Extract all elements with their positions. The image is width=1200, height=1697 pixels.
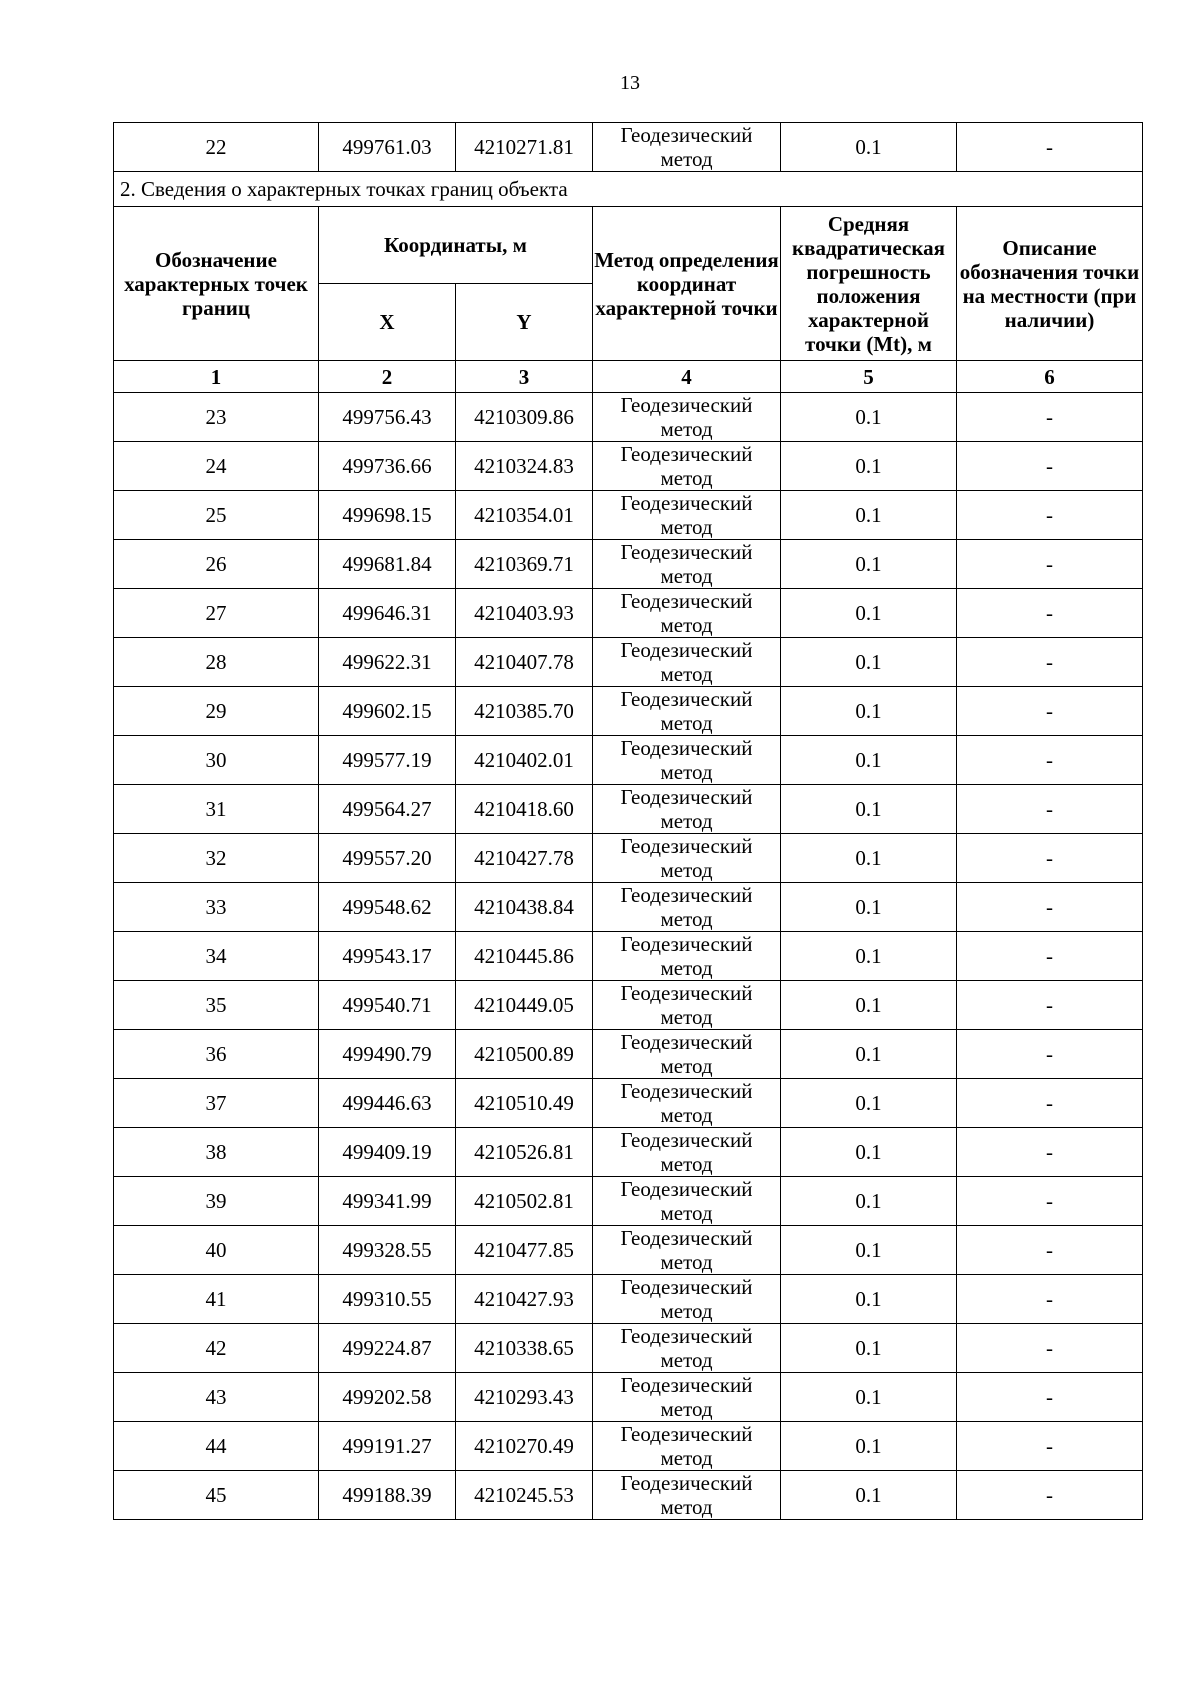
table-row bbox=[114, 1373, 1143, 1422]
column-number: 1 bbox=[114, 361, 319, 393]
y-cell: 4210369.71 bbox=[456, 540, 593, 589]
y-cell: 4210403.93 bbox=[456, 589, 593, 638]
method-line1: Геодезический bbox=[620, 1030, 753, 1054]
description-cell: - bbox=[957, 1079, 1143, 1128]
error-cell: 0.1 bbox=[781, 981, 957, 1030]
method-cell bbox=[593, 1422, 781, 1471]
y-cell: 4210270.49 bbox=[456, 1422, 593, 1471]
point-cell: 39 bbox=[114, 1177, 319, 1226]
page-number: 13 bbox=[620, 72, 640, 94]
method-line2: метод bbox=[660, 147, 713, 171]
table-row bbox=[114, 1128, 1143, 1177]
x-cell: 499341.99 bbox=[319, 1177, 456, 1226]
method-line2: метод bbox=[660, 1103, 713, 1127]
error-cell: 0.1 bbox=[781, 1373, 957, 1422]
table-row bbox=[114, 1471, 1143, 1520]
point-cell: 23 bbox=[114, 393, 319, 442]
x-cell: 499409.19 bbox=[319, 1128, 456, 1177]
description-cell: - bbox=[957, 1177, 1143, 1226]
method-line2: метод bbox=[660, 809, 713, 833]
error-cell: 0.1 bbox=[781, 736, 957, 785]
method-line1: Геодезический bbox=[620, 981, 753, 1005]
point-cell: 30 bbox=[114, 736, 319, 785]
y-cell: 4210502.81 bbox=[456, 1177, 593, 1226]
method-line2: метод bbox=[660, 564, 713, 588]
y-cell: 4210510.49 bbox=[456, 1079, 593, 1128]
method-line1: Геодезический bbox=[620, 638, 753, 662]
header-coords: Координаты, м bbox=[319, 207, 593, 284]
method-line2: метод bbox=[660, 1201, 713, 1225]
description-cell: - bbox=[957, 442, 1143, 491]
y-cell: 4210526.81 bbox=[456, 1128, 593, 1177]
error-cell: 0.1 bbox=[781, 1226, 957, 1275]
header-method: Метод определения координат характерной точки bbox=[593, 207, 781, 361]
description-cell: - bbox=[957, 1128, 1143, 1177]
method-cell bbox=[593, 123, 781, 172]
method-line2: метод bbox=[660, 760, 713, 784]
description-cell: - bbox=[957, 638, 1143, 687]
x-cell: 499681.84 bbox=[319, 540, 456, 589]
method-line1: Геодезический bbox=[620, 491, 753, 515]
table-row bbox=[114, 393, 1143, 442]
table-row bbox=[114, 736, 1143, 785]
y-cell: 4210407.78 bbox=[456, 638, 593, 687]
method-line1: Геодезический bbox=[620, 1422, 753, 1446]
method-line1: Геодезический bbox=[620, 1177, 753, 1201]
description-cell: - bbox=[957, 1324, 1143, 1373]
method-line1: Геодезический bbox=[620, 589, 753, 613]
point-cell: 36 bbox=[114, 1030, 319, 1079]
method-line2: метод bbox=[660, 466, 713, 490]
x-cell: 499736.66 bbox=[319, 442, 456, 491]
description-cell: - bbox=[957, 540, 1143, 589]
description-cell: - bbox=[957, 883, 1143, 932]
method-line1: Геодезический bbox=[620, 736, 753, 760]
point-cell: 28 bbox=[114, 638, 319, 687]
y-cell: 4210309.86 bbox=[456, 393, 593, 442]
x-cell: 499548.62 bbox=[319, 883, 456, 932]
description-cell: - bbox=[957, 1275, 1143, 1324]
error-cell: 0.1 bbox=[781, 834, 957, 883]
error-cell: 0.1 bbox=[781, 1177, 957, 1226]
section-row bbox=[114, 172, 1143, 207]
x-cell: 499191.27 bbox=[319, 1422, 456, 1471]
description-cell: - bbox=[957, 491, 1143, 540]
x-cell: 499202.58 bbox=[319, 1373, 456, 1422]
point-cell: 42 bbox=[114, 1324, 319, 1373]
method-line1: Геодезический bbox=[620, 1373, 753, 1397]
error-cell: 0.1 bbox=[781, 932, 957, 981]
method-cell bbox=[593, 540, 781, 589]
header-description: Описание обозначения точки на местности (при наличии) bbox=[957, 207, 1143, 361]
column-number: 5 bbox=[781, 361, 957, 393]
error-cell: 0.1 bbox=[781, 123, 957, 172]
table-row bbox=[114, 981, 1143, 1030]
method-cell bbox=[593, 1079, 781, 1128]
error-cell: 0.1 bbox=[781, 883, 957, 932]
table-row bbox=[114, 1275, 1143, 1324]
method-line2: метод bbox=[660, 858, 713, 882]
point-cell: 44 bbox=[114, 1422, 319, 1471]
description-cell: - bbox=[957, 589, 1143, 638]
error-cell: 0.1 bbox=[781, 1079, 957, 1128]
y-cell: 4210354.01 bbox=[456, 491, 593, 540]
description-cell: - bbox=[957, 393, 1143, 442]
method-line2: метод bbox=[660, 1348, 713, 1372]
table-row bbox=[114, 883, 1143, 932]
table-row bbox=[114, 638, 1143, 687]
table-row bbox=[114, 540, 1143, 589]
error-cell: 0.1 bbox=[781, 491, 957, 540]
characteristic-points-table bbox=[113, 122, 1143, 1520]
description-cell: - bbox=[957, 1471, 1143, 1520]
method-cell bbox=[593, 442, 781, 491]
error-cell: 0.1 bbox=[781, 1324, 957, 1373]
x-cell: 499557.20 bbox=[319, 834, 456, 883]
error-cell: 0.1 bbox=[781, 1030, 957, 1079]
table-row bbox=[114, 1030, 1143, 1079]
x-cell: 499622.31 bbox=[319, 638, 456, 687]
method-cell bbox=[593, 393, 781, 442]
error-cell: 0.1 bbox=[781, 589, 957, 638]
description-cell: - bbox=[957, 932, 1143, 981]
x-cell: 499602.15 bbox=[319, 687, 456, 736]
method-line1: Геодезический bbox=[620, 1079, 753, 1103]
table-row bbox=[114, 442, 1143, 491]
header-error: Средняя квадратическая погрешность положения характерной точки (Mt), м bbox=[781, 207, 957, 361]
point-cell: 45 bbox=[114, 1471, 319, 1520]
header-x: X bbox=[319, 284, 456, 361]
method-cell bbox=[593, 638, 781, 687]
description-cell: - bbox=[957, 736, 1143, 785]
x-cell: 499310.55 bbox=[319, 1275, 456, 1324]
point-cell: 26 bbox=[114, 540, 319, 589]
error-cell: 0.1 bbox=[781, 785, 957, 834]
x-cell: 499188.39 bbox=[319, 1471, 456, 1520]
point-cell: 33 bbox=[114, 883, 319, 932]
x-cell: 499577.19 bbox=[319, 736, 456, 785]
x-cell: 499328.55 bbox=[319, 1226, 456, 1275]
method-cell bbox=[593, 736, 781, 785]
method-cell bbox=[593, 1226, 781, 1275]
method-line1: Геодезический bbox=[620, 932, 753, 956]
method-line1: Геодезический bbox=[620, 1275, 753, 1299]
description-cell: - bbox=[957, 1030, 1143, 1079]
x-cell: 499761.03 bbox=[319, 123, 456, 172]
method-cell bbox=[593, 1324, 781, 1373]
x-cell: 499564.27 bbox=[319, 785, 456, 834]
description-cell: - bbox=[957, 785, 1143, 834]
table-row bbox=[114, 1324, 1143, 1373]
method-line1: Геодезический bbox=[620, 883, 753, 907]
point-cell: 43 bbox=[114, 1373, 319, 1422]
point-cell: 29 bbox=[114, 687, 319, 736]
method-line2: метод bbox=[660, 1005, 713, 1029]
method-line2: метод bbox=[660, 1299, 713, 1323]
table-row bbox=[114, 1226, 1143, 1275]
method-line1: Геодезический bbox=[620, 1324, 753, 1348]
point-cell: 32 bbox=[114, 834, 319, 883]
y-cell: 4210271.81 bbox=[456, 123, 593, 172]
x-cell: 499756.43 bbox=[319, 393, 456, 442]
method-line2: метод bbox=[660, 662, 713, 686]
method-line2: метод bbox=[660, 1397, 713, 1421]
point-cell: 34 bbox=[114, 932, 319, 981]
x-cell: 499540.71 bbox=[319, 981, 456, 1030]
method-line1: Геодезический bbox=[620, 1471, 753, 1495]
header-y: Y bbox=[456, 284, 593, 361]
y-cell: 4210438.84 bbox=[456, 883, 593, 932]
method-line1: Геодезический bbox=[620, 1226, 753, 1250]
y-cell: 4210427.78 bbox=[456, 834, 593, 883]
column-number: 3 bbox=[456, 361, 593, 393]
y-cell: 4210338.65 bbox=[456, 1324, 593, 1373]
table-row bbox=[114, 834, 1143, 883]
point-cell: 37 bbox=[114, 1079, 319, 1128]
method-cell bbox=[593, 834, 781, 883]
point-cell: 40 bbox=[114, 1226, 319, 1275]
method-line1: Геодезический bbox=[620, 687, 753, 711]
table-row bbox=[114, 589, 1143, 638]
y-cell: 4210427.93 bbox=[456, 1275, 593, 1324]
method-line2: метод bbox=[660, 417, 713, 441]
table-row bbox=[114, 785, 1143, 834]
point-cell: 27 bbox=[114, 589, 319, 638]
column-number: 2 bbox=[319, 361, 456, 393]
method-cell bbox=[593, 1275, 781, 1324]
method-cell bbox=[593, 981, 781, 1030]
x-cell: 499543.17 bbox=[319, 932, 456, 981]
error-cell: 0.1 bbox=[781, 1471, 957, 1520]
method-line2: метод bbox=[660, 1152, 713, 1176]
x-cell: 499446.63 bbox=[319, 1079, 456, 1128]
description-cell: - bbox=[957, 1373, 1143, 1422]
method-line2: метод bbox=[660, 1250, 713, 1274]
method-cell bbox=[593, 883, 781, 932]
description-cell: - bbox=[957, 123, 1143, 172]
method-line2: метод bbox=[660, 1054, 713, 1078]
method-line1: Геодезический bbox=[620, 540, 753, 564]
error-cell: 0.1 bbox=[781, 1275, 957, 1324]
error-cell: 0.1 bbox=[781, 1422, 957, 1471]
x-cell: 499224.87 bbox=[319, 1324, 456, 1373]
method-cell bbox=[593, 932, 781, 981]
method-cell bbox=[593, 785, 781, 834]
error-cell: 0.1 bbox=[781, 393, 957, 442]
y-cell: 4210402.01 bbox=[456, 736, 593, 785]
error-cell: 0.1 bbox=[781, 1128, 957, 1177]
header-point: Обозначение характерных точек границ bbox=[114, 207, 319, 361]
description-cell: - bbox=[957, 834, 1143, 883]
table-row bbox=[114, 1079, 1143, 1128]
point-cell: 38 bbox=[114, 1128, 319, 1177]
point-cell: 41 bbox=[114, 1275, 319, 1324]
point-cell: 31 bbox=[114, 785, 319, 834]
point-cell: 22 bbox=[114, 123, 319, 172]
method-cell bbox=[593, 1030, 781, 1079]
table-row bbox=[114, 491, 1143, 540]
method-cell bbox=[593, 1177, 781, 1226]
method-line1: Геодезический bbox=[620, 442, 753, 466]
method-cell bbox=[593, 491, 781, 540]
point-cell: 24 bbox=[114, 442, 319, 491]
description-cell: - bbox=[957, 1422, 1143, 1471]
method-line2: метод bbox=[660, 613, 713, 637]
point-cell: 35 bbox=[114, 981, 319, 1030]
x-cell: 499646.31 bbox=[319, 589, 456, 638]
y-cell: 4210245.53 bbox=[456, 1471, 593, 1520]
y-cell: 4210385.70 bbox=[456, 687, 593, 736]
method-line2: метод bbox=[660, 711, 713, 735]
method-line1: Геодезический bbox=[620, 1128, 753, 1152]
table-row bbox=[114, 1177, 1143, 1226]
column-number: 6 bbox=[957, 361, 1143, 393]
y-cell: 4210500.89 bbox=[456, 1030, 593, 1079]
y-cell: 4210324.83 bbox=[456, 442, 593, 491]
method-line2: метод bbox=[660, 907, 713, 931]
method-line1: Геодезический bbox=[620, 785, 753, 809]
y-cell: 4210477.85 bbox=[456, 1226, 593, 1275]
table-row bbox=[114, 1422, 1143, 1471]
y-cell: 4210293.43 bbox=[456, 1373, 593, 1422]
description-cell: - bbox=[957, 981, 1143, 1030]
x-cell: 499698.15 bbox=[319, 491, 456, 540]
description-cell: - bbox=[957, 1226, 1143, 1275]
header-row bbox=[114, 207, 1143, 284]
method-line2: метод bbox=[660, 956, 713, 980]
method-line1: Геодезический bbox=[620, 123, 753, 147]
method-line1: Геодезический bbox=[620, 393, 753, 417]
method-line2: метод bbox=[660, 1495, 713, 1519]
y-cell: 4210449.05 bbox=[456, 981, 593, 1030]
y-cell: 4210445.86 bbox=[456, 932, 593, 981]
method-cell bbox=[593, 687, 781, 736]
section-title: 2. Сведения о характерных точках границ объекта bbox=[114, 172, 1143, 207]
table-row bbox=[114, 123, 1143, 172]
column-numbers-row bbox=[114, 361, 1143, 393]
x-cell: 499490.79 bbox=[319, 1030, 456, 1079]
error-cell: 0.1 bbox=[781, 638, 957, 687]
y-cell: 4210418.60 bbox=[456, 785, 593, 834]
point-cell: 25 bbox=[114, 491, 319, 540]
column-number: 4 bbox=[593, 361, 781, 393]
method-line2: метод bbox=[660, 1446, 713, 1470]
method-line1: Геодезический bbox=[620, 834, 753, 858]
description-cell: - bbox=[957, 687, 1143, 736]
error-cell: 0.1 bbox=[781, 442, 957, 491]
table-row bbox=[114, 932, 1143, 981]
table-row bbox=[114, 687, 1143, 736]
method-line2: метод bbox=[660, 515, 713, 539]
error-cell: 0.1 bbox=[781, 540, 957, 589]
method-cell bbox=[593, 1471, 781, 1520]
method-cell bbox=[593, 1128, 781, 1177]
method-cell bbox=[593, 1373, 781, 1422]
method-cell bbox=[593, 589, 781, 638]
error-cell: 0.1 bbox=[781, 687, 957, 736]
